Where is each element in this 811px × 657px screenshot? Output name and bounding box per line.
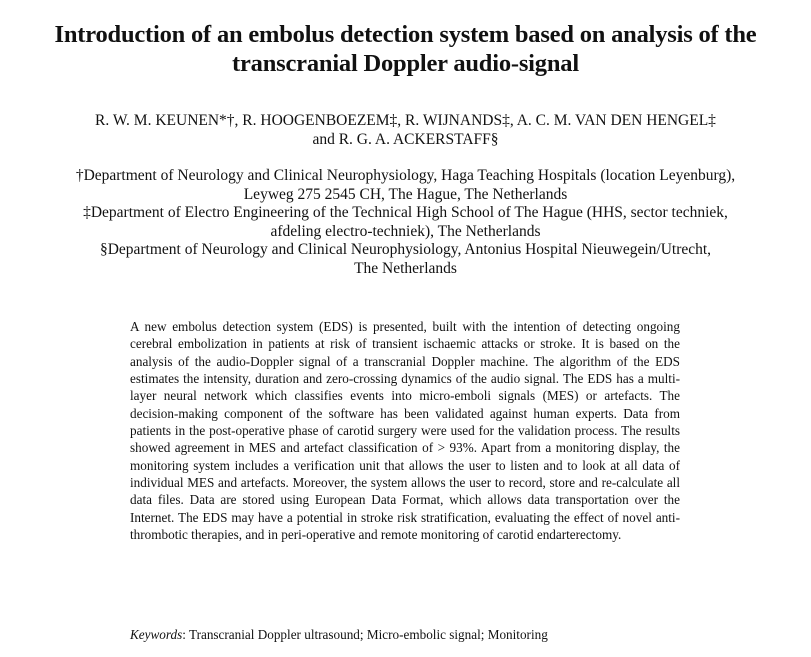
abstract-text: A new embolus detection system (EDS) is presented, built with the intention of detecting ongoing cerebral embolization in patients at risk of transient ischaemic attacks or stroke. It is based on the analysis of the audio-Doppler signal of a transcranial Doppler machine. The algorithm of the EDS estimates the intensity, duration and zero-crossing dynamics of the audio signal. The EDS has a multi-layer neural network which classifies events into micro-emboli signals (MES) or artefacts. The decision-making component of the software has been validated against human experts. Data from patients in the post-operative phase of carotid surgery were used for the validation process. The results showed agreement in MES and artefact classification of > 93%. Apart from a monitoring display, the monitoring system includes a verification unit that allows the user to listen and to look at all data of individual MES and artefacts. Moreover, the system allows the user to record, store and re-calculate all data files. Data are stored using European Data Format, which allows data transportation over the Internet. The EDS may have a potential in stroke risk stratification, evaluating the effect of novel anti-thrombotic therapies, and in peri-operative and remote monitoring of carotid endarterectomy. (130, 319, 680, 543)
affiliation-line: †Department of Neurology and Clinical Neurophysiology, Haga Teaching Hospitals (location Leyenburg), (75, 167, 736, 184)
affiliation-line: §Department of Neurology and Clinical Neurophysiology, Antonius Hospital Nieuwegein/Utrecht, (99, 241, 712, 258)
affiliation-line: ‡Department of Electro Engineering of the Technical High School of The Hague (HHS, sector techniek, (83, 204, 728, 221)
keywords (130, 626, 730, 643)
abstract (130, 318, 680, 543)
affiliations (0, 167, 811, 278)
affiliation-line: Leyweg 275 2545 CH, The Hague, The Netherlands (243, 185, 568, 203)
title-line-2: transcranial Doppler audio-signal (232, 50, 579, 77)
affiliation-line: The Netherlands (354, 259, 457, 277)
authors-line-1: R. W. M. KEUNEN*†, R. HOOGENBOEZEM‡, R. WIJNANDS‡, A. C. M. VAN DEN HENGEL‡ (95, 112, 716, 129)
affiliation-line: afdeling electro-techniek), The Netherlands (270, 222, 541, 240)
title-line-1: Introduction of an embolus detection system based on analysis of the (54, 21, 757, 48)
author-list (0, 111, 811, 149)
authors-line-2: and R. G. A. ACKERSTAFF§ (312, 131, 499, 148)
keywords-text: : Transcranial Doppler ultrasound; Micro-embolic signal; Monitoring (182, 627, 548, 642)
paper-title (0, 20, 811, 78)
keywords-label: Keywords (130, 627, 183, 642)
